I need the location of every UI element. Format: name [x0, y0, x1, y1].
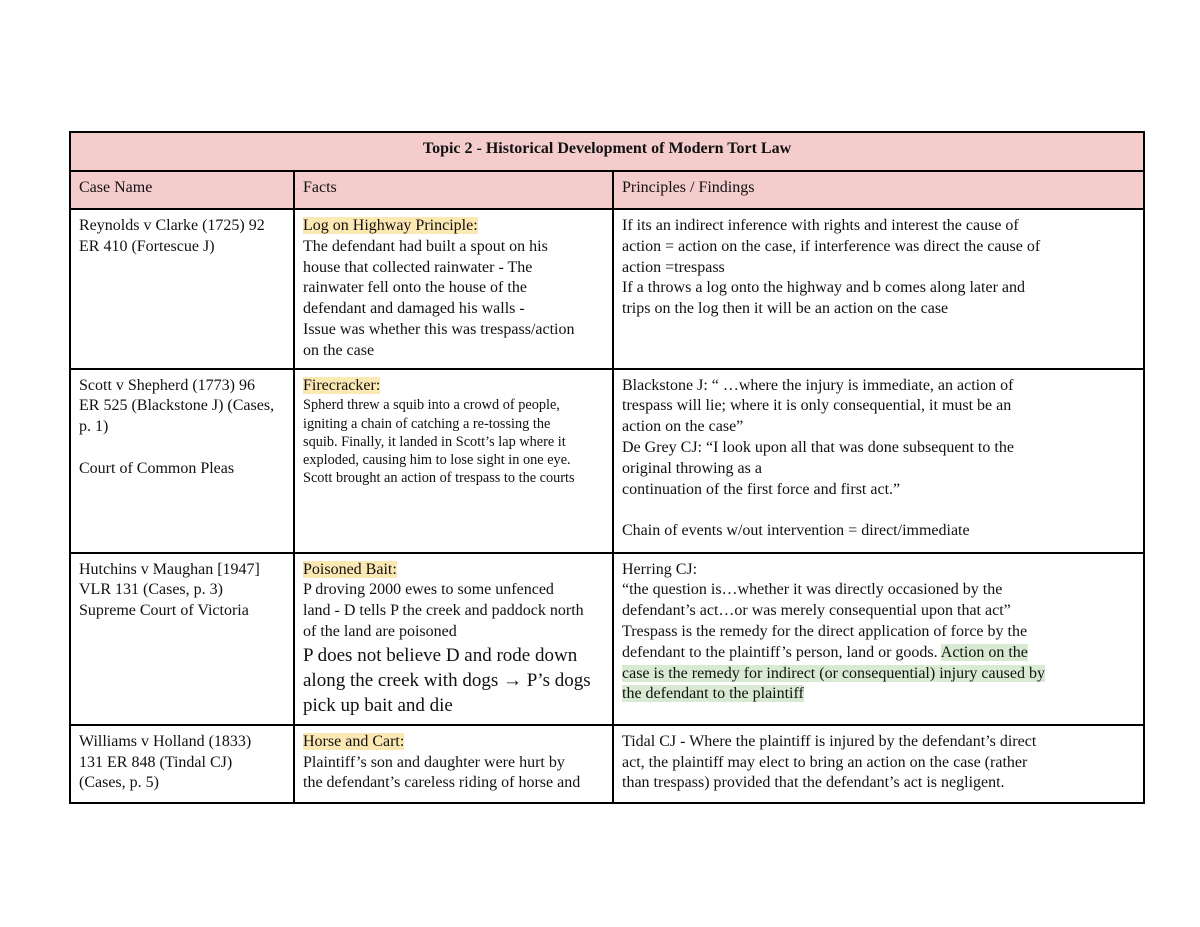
facts-line: rainwater fell onto the house of the [303, 279, 527, 297]
principles-highlight: the defendant to the plaintiff [622, 685, 804, 703]
case-name-line: Hutchins v Maughan [1947] [79, 560, 260, 578]
facts-line: on the case [303, 341, 375, 359]
facts-line-large: pick up bait and die [303, 694, 453, 716]
facts-line: Scott brought an action of trespass to the courts [303, 470, 575, 487]
case-name-line: (Cases, p. 5) [79, 774, 159, 792]
principles-cell [613, 725, 1144, 803]
facts-cell [294, 725, 613, 803]
principles-line: Trespass is the remedy for the direct application of force by the [622, 622, 1028, 640]
facts-line: Plaintiff’s son and daughter were hurt by [303, 753, 565, 771]
facts-cell [294, 369, 613, 553]
principles-line: original throwing as a [622, 459, 762, 477]
principles-highlight: case is the remedy for indirect (or consequential) injury caused by [622, 664, 1045, 682]
case-name-line: ER 410 (Fortescue J) [79, 237, 215, 255]
principles-line: If its an indirect inference with rights and interest the cause of [622, 217, 1019, 234]
case-name-line: 131 ER 848 (Tindal CJ) [79, 753, 233, 771]
facts-line: Issue was whether this was trespass/action [303, 320, 575, 338]
court-name: Court of Common Pleas [79, 459, 235, 477]
principles-summary: Chain of events w/out intervention = direct/immediate [622, 522, 970, 540]
header-facts: Facts [294, 171, 613, 209]
spacer [622, 500, 1135, 521]
principles-line: than trespass) provided that the defendant’s act is negligent. [622, 774, 1005, 792]
table-row [70, 553, 1144, 725]
facts-line-large: along the creek with dogs → P’s dogs [303, 669, 591, 691]
principles-line: defendant to the plaintiff’s person, land or goods. [622, 643, 938, 661]
table-row [70, 369, 1144, 553]
principles-cell [613, 369, 1144, 553]
table-title: Topic 2 - Historical Development of Modern Tort Law [70, 132, 1144, 171]
facts-line: defendant and damaged his walls - [303, 300, 525, 318]
principles-line: defendant’s act…or was merely consequential upon that act” [622, 602, 1011, 620]
facts-heading: Log on Highway Principle: [303, 217, 478, 234]
facts-line: house that collected rainwater - The [303, 258, 533, 276]
facts-line-large: P does not believe D and rode down [303, 644, 578, 666]
case-name-cell [70, 369, 294, 553]
facts-line: of the land are poisoned [303, 622, 457, 640]
principles-line: trespass will lie; where it is only consequential, it must be an [622, 397, 1012, 415]
facts-line: The defendant had built a spout on his [303, 237, 548, 255]
table-row [70, 209, 1144, 369]
header-principles: Principles / Findings [613, 171, 1144, 209]
principles-line: If a throws a log onto the highway and b comes along later and [622, 279, 1025, 297]
principles-line: action = action on the case, if interference was direct the cause of [622, 237, 1041, 255]
principles-line: trips on the log then it will be an action on the case [622, 300, 949, 318]
court-name: Supreme Court of Victoria [79, 602, 249, 620]
case-name-line: Williams v Holland (1833) [79, 732, 252, 750]
facts-line: the defendant’s careless riding of horse and [303, 774, 581, 792]
facts-line: squib. Finally, it landed in Scott’s lap where it [303, 433, 566, 450]
principles-line: Tidal CJ - Where the plaintiff is injured by the defendant’s direct [622, 732, 1037, 750]
principles-line: “the question is…whether it was directly occasioned by the [622, 581, 1003, 599]
case-table [69, 131, 1145, 804]
principles-line: Herring CJ: [622, 560, 698, 578]
table-header-row [70, 171, 1144, 209]
principles-line: act, the plaintiff may elect to bring an action on the case (rather [622, 753, 1028, 771]
spacer [79, 438, 285, 459]
case-name-line: ER 525 (Blackstone J) (Cases, [79, 397, 275, 415]
header-case-name: Case Name [70, 171, 294, 209]
case-name-line: VLR 131 (Cases, p. 3) [79, 581, 223, 599]
facts-cell [294, 553, 613, 725]
facts-line: Spherd threw a squib into a crowd of people, [303, 397, 560, 414]
case-name-line: Scott v Shepherd (1773) 96 [79, 376, 255, 394]
facts-line: exploded, causing him to lose sight in one eye. [303, 451, 571, 468]
principles-line: continuation of the first force and first act.” [622, 480, 901, 498]
case-name-cell [70, 553, 294, 725]
table-title-row [70, 132, 1144, 171]
case-name-cell [70, 209, 294, 369]
facts-line: P droving 2000 ewes to some unfenced [303, 581, 554, 599]
facts-heading: Firecracker: [303, 376, 381, 394]
principles-cell [613, 209, 1144, 369]
facts-heading: Horse and Cart: [303, 732, 405, 750]
case-name-cell [70, 725, 294, 803]
principles-cell [613, 553, 1144, 725]
facts-heading: Poisoned Bait: [303, 560, 397, 578]
principles-line: Blackstone J: “ …where the injury is immediate, an action of [622, 376, 1014, 394]
principles-line: De Grey CJ: “I look upon all that was done subsequent to the [622, 438, 1014, 456]
principles-line: action =trespass [622, 258, 725, 276]
case-name-line: p. 1) [79, 418, 109, 436]
facts-cell [294, 209, 613, 369]
principles-highlight: Action on the [940, 643, 1028, 661]
principles-line: action on the case” [622, 418, 744, 436]
case-name-line: Reynolds v Clarke (1725) 92 [79, 217, 265, 234]
facts-line: land - D tells P the creek and paddock north [303, 602, 584, 620]
table-row [70, 725, 1144, 803]
facts-line: igniting a chain of catching a re-tossing the [303, 415, 551, 432]
